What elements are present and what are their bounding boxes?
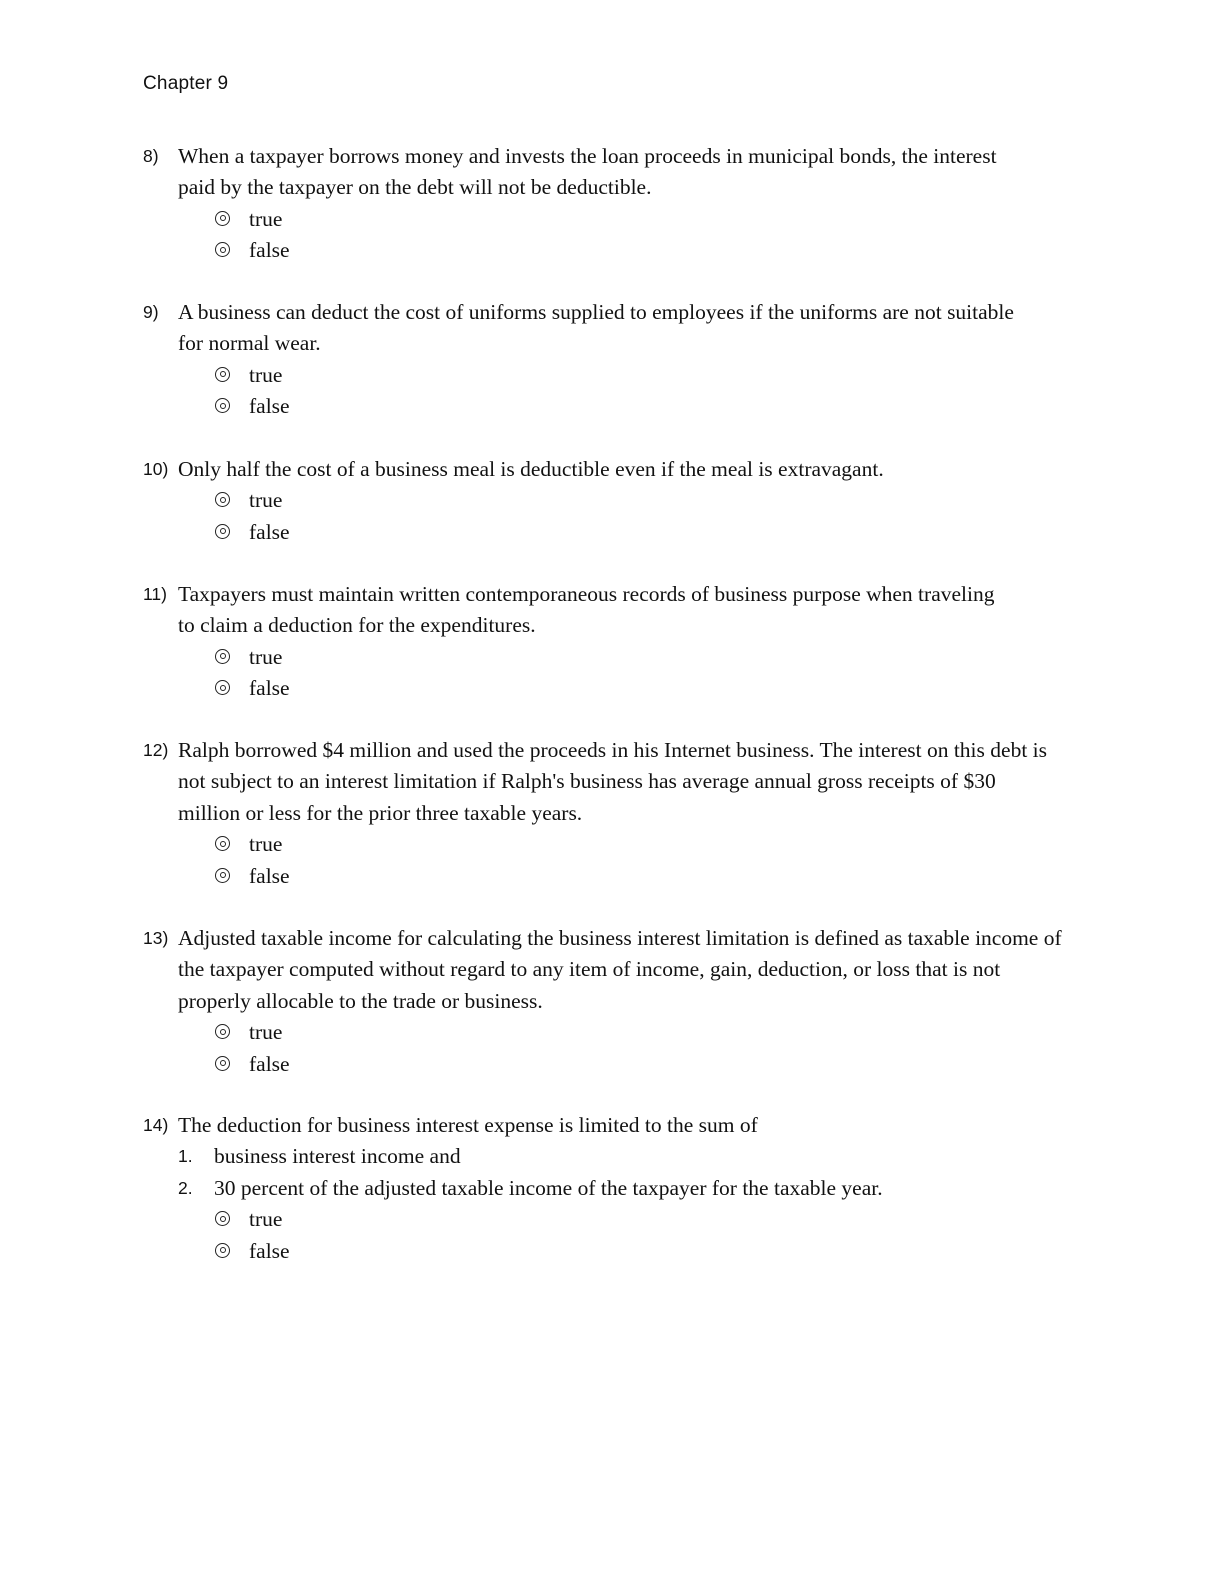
question-stem: [143, 579, 1073, 642]
sub-item-number: 2.: [178, 1177, 193, 1198]
answer-options: [143, 204, 1073, 267]
radio-button-icon[interactable]: [215, 868, 230, 883]
question-number: 10): [143, 459, 169, 479]
radio-button-icon[interactable]: [215, 1243, 230, 1258]
answer-options: [143, 1204, 1073, 1267]
option-false[interactable]: [215, 517, 1073, 548]
option-label: false: [249, 1051, 290, 1076]
sub-item-text: 30 percent of the adjusted taxable income of the taxpayer for the taxable year.: [214, 1175, 883, 1200]
option-label: true: [249, 1020, 283, 1045]
radio-button-icon[interactable]: [215, 211, 230, 226]
question-13: [143, 923, 1073, 1080]
sub-item: [178, 1141, 1073, 1172]
option-label: false: [249, 394, 290, 419]
option-label: false: [249, 519, 290, 544]
sub-item-number: 1.: [178, 1146, 193, 1167]
option-true[interactable]: [215, 1204, 1073, 1235]
radio-button-icon[interactable]: [215, 1024, 230, 1039]
option-label: true: [249, 488, 283, 513]
radio-button-icon[interactable]: [215, 492, 230, 507]
option-false[interactable]: [215, 391, 1073, 422]
option-label: true: [249, 362, 283, 387]
question-stem: [143, 923, 1073, 1017]
option-label: false: [249, 238, 290, 263]
option-false[interactable]: [215, 1049, 1073, 1080]
option-false[interactable]: [215, 235, 1073, 266]
option-false[interactable]: [215, 1236, 1073, 1267]
question-12: [143, 735, 1073, 892]
radio-button-icon[interactable]: [215, 242, 230, 257]
option-label: true: [249, 206, 283, 231]
option-true[interactable]: [215, 1017, 1073, 1048]
radio-button-icon[interactable]: [215, 524, 230, 539]
answer-options: [143, 642, 1073, 705]
option-true[interactable]: [215, 204, 1073, 235]
option-true[interactable]: [215, 485, 1073, 516]
question-8: [143, 141, 1073, 267]
question-stem: [143, 141, 1073, 204]
question-stem: [143, 735, 1073, 829]
question-10: [143, 454, 1073, 548]
option-true[interactable]: [215, 360, 1073, 391]
option-false[interactable]: [215, 861, 1073, 892]
sub-item: [178, 1173, 1073, 1204]
sub-item-list: [143, 1141, 1073, 1204]
question-text: When a taxpayer borrows money and invests the loan proceeds in municipal bonds, the interest paid by the taxpayer on the debt will not be deductible.: [178, 144, 997, 200]
question-14: [143, 1110, 1073, 1267]
question-stem: [143, 454, 1073, 485]
radio-button-icon[interactable]: [215, 398, 230, 413]
question-number: 13): [143, 928, 169, 948]
option-label: false: [249, 1238, 290, 1263]
question-number: 11): [143, 584, 167, 604]
option-true[interactable]: [215, 642, 1073, 673]
question-number: 9): [143, 302, 159, 322]
question-text: Adjusted taxable income for calculating the business interest limitation is defined as taxable income of the taxpayer computed without regard to any item of income, gain, deduction, or loss that is not properly allocable to the trade or business.: [178, 926, 1062, 1013]
answer-options: [143, 485, 1073, 548]
option-label: true: [249, 644, 283, 669]
radio-button-icon[interactable]: [215, 1211, 230, 1226]
question-number: 14): [143, 1115, 169, 1135]
option-label: false: [249, 676, 290, 701]
question-text: Only half the cost of a business meal is deductible even if the meal is extravagant.: [178, 457, 884, 481]
question-text: A business can deduct the cost of uniforms supplied to employees if the uniforms are not suitable for normal wear.: [178, 300, 1014, 356]
question-text: Ralph borrowed $4 million and used the proceeds in his Internet business. The interest on this debt is not subject to an interest limitation if Ralph's business has average annual gross receipts of $30 million or less for the prior three taxable years.: [178, 738, 1048, 825]
sub-item-text: business interest income and: [214, 1144, 461, 1169]
answer-options: [143, 1017, 1073, 1080]
question-number: 12): [143, 740, 169, 760]
option-true[interactable]: [215, 829, 1073, 860]
answer-options: [143, 360, 1073, 423]
chapter-heading: Chapter 9: [143, 73, 229, 94]
question-11: [143, 579, 1073, 705]
question-text: The deduction for business interest expense is limited to the sum of: [178, 1113, 758, 1137]
radio-button-icon[interactable]: [215, 836, 230, 851]
radio-button-icon[interactable]: [215, 649, 230, 664]
option-label: true: [249, 1207, 283, 1232]
radio-button-icon[interactable]: [215, 367, 230, 382]
question-text: Taxpayers must maintain written contemporaneous records of business purpose when traveling to claim a deduction for the expenditures.: [178, 582, 995, 638]
option-label: false: [249, 863, 290, 888]
radio-button-icon[interactable]: [215, 680, 230, 695]
radio-button-icon[interactable]: [215, 1056, 230, 1071]
question-stem: [143, 297, 1073, 360]
question-stem: [143, 1110, 1073, 1141]
option-label: true: [249, 832, 283, 857]
question-9: [143, 297, 1073, 423]
option-false[interactable]: [215, 673, 1073, 704]
question-number: 8): [143, 146, 159, 166]
answer-options: [143, 829, 1073, 892]
